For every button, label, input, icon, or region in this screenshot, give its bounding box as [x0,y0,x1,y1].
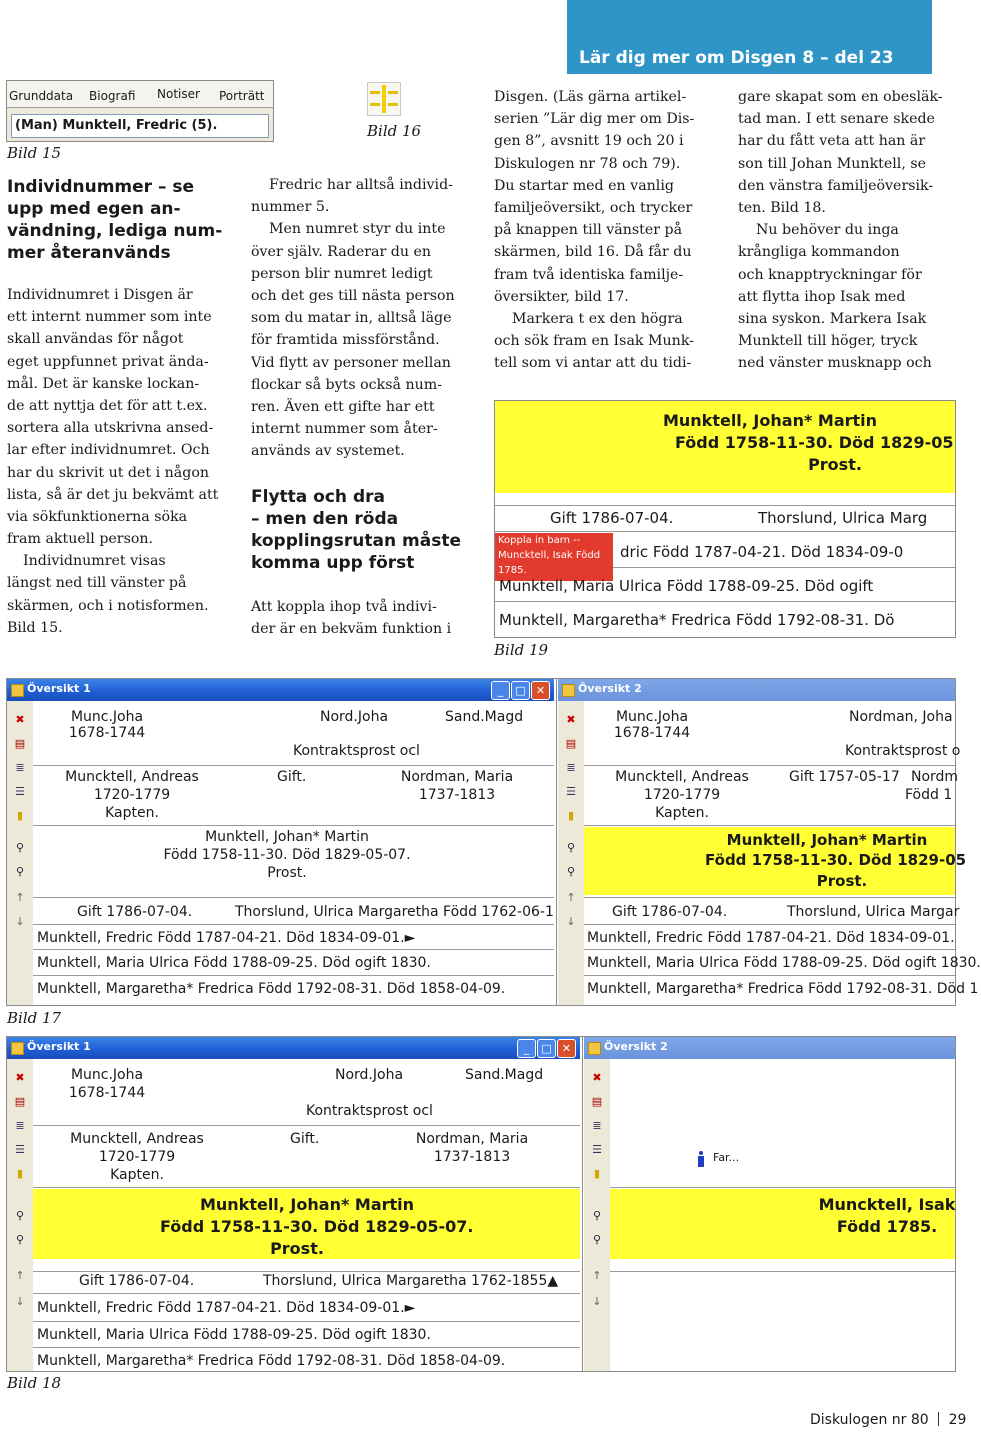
grandparent-role: Kontraktsprost ocl [293,743,420,759]
parent-dates: 1737-1813 [433,1149,511,1165]
up-arrow-icon[interactable]: ↑ [15,1269,25,1282]
head-name[interactable]: Munktell, Johan* Martin [662,411,878,430]
text-line: Individnumret visas [23,553,166,570]
down-arrow-icon[interactable]: ↓ [566,915,576,928]
text-line: Markera t ex den högra [512,310,683,327]
col4-body [738,86,955,374]
text-line: sina syskon. Markera Isak [738,310,927,327]
child-row[interactable]: Munktell, Margaretha* Fredrica Född 1792-08-31. Dö [499,611,895,629]
text-line: som du matar in, alltså läge [251,310,452,327]
parent-marriage[interactable]: Gift. [277,769,307,785]
heading-line: upp med egen an- [7,199,181,219]
text-line: der är en bekväm funktion i [251,621,452,638]
parent-dates: 1737-1813 [418,787,496,803]
child-row[interactable]: Munktell, Margaretha* Fredrica Född 1792-08-31. Död 1858-04-09. [37,981,506,997]
head-dates: Född 1758-11-30. Död 1829-05-07. [163,847,411,863]
text-line: skärmen, och i notisformen. [7,597,209,614]
marriage-date[interactable]: Gift 1786-07-04. [79,1273,195,1289]
text-line: Vid flytt av personer mellan [251,354,451,371]
grandparent-dates: 1678-1744 [68,1085,146,1101]
list-icon[interactable]: ☰ [15,785,25,798]
text-line: Men numret styr du inte [269,221,446,238]
window-titlebar[interactable] [7,1037,580,1059]
heading-line: vändning, lediga num- [7,221,223,241]
col1-heading [7,176,222,264]
grandparent-dates: 1678-1744 [68,725,146,741]
heading-line: Individnummer – se [7,177,195,197]
col1-body [7,284,224,639]
text-line: Fredric har alltså individ- [269,177,453,193]
caption-bild16: Bild 16 [367,122,422,140]
series-banner [567,0,932,74]
spouse-name[interactable]: Thorslund, Ulrica Margar [787,904,960,920]
minimize-icon[interactable]: _ [517,1039,536,1058]
grandparent-name[interactable]: Munc.Joha [615,709,689,725]
ancestors-icon[interactable]: ⚲ [15,1233,25,1246]
maximize-icon[interactable]: □ [537,1039,556,1058]
close-icon[interactable]: ✖ [15,713,25,726]
tab-notiser[interactable]: Notiser [157,87,200,101]
notes-icon[interactable]: ≣ [566,761,576,774]
tooltip-line: Muncktell, Isak Född [498,550,601,561]
parent-dates: Född 1 [905,787,953,803]
text-line: fram aktuell person. [7,531,154,548]
text-line: krångliga kommandon [738,244,900,261]
child-row[interactable]: Munktell, Maria Ulrica Född 1788-09-25. Död ogift 1830. [587,955,981,971]
heading-line: mer återanvänds [7,243,171,263]
child-row[interactable]: dric Född 1787-04-21. Död 1834-09-0 [620,543,904,561]
parent-name[interactable]: Nordman, Maria [415,1131,529,1147]
grandparent-name[interactable]: Munc.Joha [70,709,144,725]
text-line: internt nummer som åter- [251,421,438,438]
head-title: Prost. [267,865,307,881]
head-dates: Född 1758-11-30. Död 1829-05-07. [160,1217,474,1236]
grandparent-name[interactable]: Nordman, Joha [849,709,953,725]
parent-marriage[interactable]: Gift. [290,1131,320,1147]
tab-biografi[interactable]: Biografi [89,89,136,103]
text-line: på knappen till vänster på [494,222,683,239]
text-line: Individnumret i Disgen är [7,287,193,303]
text-line: längst ned till vänster på [7,575,187,592]
down-arrow-icon[interactable]: ↓ [15,915,25,928]
close-icon[interactable]: ✖ [592,1071,602,1084]
ancestors-icon[interactable]: ⚲ [15,865,25,878]
window-icon [562,684,575,697]
text-line: lista, så är det ju bekvämt att [7,486,219,503]
window-title: Översikt 2 [604,1040,668,1053]
notes-icon[interactable]: ≣ [15,761,25,774]
bild17-screenshot [6,678,981,1006]
far-button[interactable]: Far... [713,1151,740,1164]
bild15-screenshot [6,80,274,142]
text-line: och knapptryckningar för [738,266,922,283]
child-row[interactable]: Munktell, Maria Ulrica Född 1788-09-25. Död ogift 1830. [37,955,431,971]
up-arrow-icon[interactable]: ↑ [566,891,576,904]
text-line: ett internt nummer som inte [7,309,212,326]
heading-line: Flytta och dra [251,487,385,507]
tab-portratt[interactable]: Porträtt [219,89,265,103]
col2-body-b [251,596,468,640]
down-arrow-icon[interactable]: ↓ [592,1295,602,1308]
grandparent-name[interactable]: Nord.Joha [320,709,389,725]
text-line: person blir numret ledigt [251,265,433,282]
text-line: Bild 15. [7,619,63,636]
up-arrow-icon[interactable]: ↑ [15,891,25,904]
text-line: att flytta ihop Isak med [738,288,906,305]
page-number: 29 [948,1412,967,1428]
descendants-icon[interactable]: ⚲ [566,841,576,854]
document-icon[interactable]: ▤ [14,737,26,750]
head-name[interactable]: Munktell, Johan* Martin [205,829,369,845]
family-overview-icon[interactable]: ▮ [567,809,575,822]
family-overview-button-icon [367,82,401,116]
window-icon [11,1042,24,1055]
family-overview-icon[interactable]: ▮ [16,809,24,822]
text-line: familjeöversikt, och trycker [494,199,693,216]
minimize-icon[interactable]: _ [491,681,510,700]
text-line: över själv. Raderar du en [251,243,432,260]
text-line: serien ”Lär dig mer om Dis- [494,111,695,128]
text-line: och sök fram en Isak Munk- [494,333,694,350]
head-name[interactable]: Munktell, Johan* Martin [199,1195,415,1214]
text-line: son till Johan Munktell, se [738,155,927,172]
text-line: fram två identiska familje- [494,266,684,283]
parent-dates: 1720-1779 [643,787,721,803]
head-title: Prost. [816,872,868,890]
marriage-date[interactable]: Gift 1786-07-04. [77,904,193,920]
marriage-date[interactable]: Gift 1786-07-04. [550,509,674,527]
grandparent-name[interactable]: Nord.Joha [335,1067,404,1083]
parent-title: Kapten. [105,805,159,821]
family-overview-icon[interactable]: ▮ [593,1167,601,1180]
person-icon [697,1151,705,1167]
close-icon[interactable]: ✖ [566,713,576,726]
text-line: Att koppla ihop två indivi- [251,599,437,615]
text-line: mål. Det är kanske lockan- [7,375,200,392]
toolbar [558,701,584,1005]
text-line: tad man. I ett senare skede [738,111,935,128]
text-line: har du fått veta att han är [738,133,926,150]
text-line: och det ges till nästa person [251,287,455,304]
text-line: lar efter individnumret. Och [7,442,210,459]
ancestors-icon[interactable]: ⚲ [592,1233,602,1246]
text-line: Diskulogen nr 78 och 79). [494,155,681,172]
text-line: används av systemet. [251,443,405,460]
window-icon [588,1042,601,1055]
close-icon[interactable]: ✖ [15,1071,25,1084]
text-line: Du startar med en vanlig [494,177,674,194]
marriage-date[interactable]: Gift 1786-07-04. [612,904,728,920]
toolbar [7,1059,33,1371]
ancestors-icon[interactable]: ⚲ [566,865,576,878]
head-name[interactable]: Muncktell, Isak [818,1195,956,1214]
toolbar [584,1059,610,1371]
window-title: Översikt 1 [27,1040,91,1053]
window-titlebar[interactable] [584,1037,955,1059]
window-title: Översikt 1 [27,682,91,695]
link-child-tooltip [495,533,613,581]
caption-bild19: Bild 19 [494,641,549,659]
bild19-screenshot [494,400,956,638]
text-line: Munktell till höger, tryck [738,333,918,350]
child-row[interactable]: Munktell, Margaretha* Fredrica Född 1792-08-31. Död 1858-04-09. [37,1353,506,1369]
child-row[interactable]: Munktell, Fredric Född 1787-04-21. Död 1834-09-01.► [37,1300,416,1316]
col2-body-a [251,174,468,462]
document-icon[interactable]: ▤ [565,737,577,750]
tab-grunddata[interactable]: Grunddata [9,89,74,103]
text-line: ren. Även ett gifte har ett [251,398,435,415]
document-icon[interactable]: ▤ [14,1095,26,1108]
heading-line: kopplingsrutan måste [251,531,461,551]
text-line: eget uppfunnet privat ända- [7,353,209,370]
head-title: Prost. [270,1239,324,1258]
child-row[interactable]: Munktell, Fredric Född 1787-04-21. Död 1834-09-01. [587,930,955,946]
grandparent-dates: 1678-1744 [613,725,691,741]
family-overview-icon[interactable]: ▮ [16,1167,24,1180]
window-titlebar[interactable] [7,679,554,701]
head-dates: Född 1758-11-30. Död 1829-05 [675,433,954,452]
tooltip-line: 1785. [498,565,527,576]
window-titlebar[interactable] [558,679,955,701]
maximize-icon[interactable]: □ [511,681,530,700]
text-line: de att nyttja det för att t.ex. [7,397,208,414]
col2-heading [251,486,461,574]
grandparent-name[interactable]: Munc.Joha [70,1067,144,1083]
spouse-name[interactable]: Thorslund, Ulrica Margaretha 1762-1855▲ [263,1273,559,1289]
close-icon[interactable]: ✕ [557,1039,576,1058]
toolbar [7,701,33,1005]
parent-dates: 1720-1779 [93,787,171,803]
text-line: den vänstra familjeöversik- [738,177,934,194]
close-icon[interactable]: ✕ [531,681,550,700]
text-line: Nu behöver du inga [756,222,899,239]
text-line: Disgen. (Läs gärna artikel- [494,89,687,105]
descendants-icon[interactable]: ⚲ [15,1209,25,1222]
tooltip-line: Koppla in barn -- [498,535,581,546]
list-icon[interactable]: ☰ [566,785,576,798]
heading-line: – men den röda [251,509,399,529]
grandparent-name[interactable]: Sand.Magd [445,709,524,725]
text-line: nummer 5. [251,199,330,216]
window-icon [11,684,24,697]
window-title: Översikt 2 [578,682,642,695]
head-title: Prost. [808,455,862,474]
spouse-name[interactable]: Thorslund, Ulrica Margaretha Född 1762-06-1 [235,904,554,920]
down-arrow-icon[interactable]: ↓ [15,1295,25,1308]
bild18-screenshot [6,1036,956,1372]
parent-name[interactable]: Muncktell, Andreas [70,1131,204,1147]
spouse-name[interactable]: Thorslund, Ulrica Marg [758,509,928,527]
person-field[interactable]: (Man) Munktell, Fredric (5). [15,118,218,133]
grandparent-role: Kontraktsprost o [845,743,961,759]
page-footer [810,1412,966,1428]
text-line: ned vänster musknapp och [738,355,932,372]
child-row[interactable]: Munktell, Fredric Född 1787-04-21. Död 1834-09-01.► [37,930,416,946]
caption-bild17: Bild 17 [7,1009,62,1027]
descendants-icon[interactable]: ⚲ [15,841,25,854]
up-arrow-icon[interactable]: ↑ [592,1269,602,1282]
parent-name[interactable]: Nordman, Maria [400,769,514,785]
parent-title: Kapten. [110,1167,164,1183]
head-name[interactable]: Munktell, Johan* Martin [726,831,928,849]
notes-icon[interactable]: ≣ [15,1119,25,1132]
child-row[interactable]: Munktell, Maria Ulrica Född 1788-09-25. Död ogift 1830. [37,1327,431,1343]
caption-bild18: Bild 18 [7,1374,62,1392]
series-title: Lär dig mer om Disgen 8 – del 23 [579,48,894,68]
list-icon[interactable]: ☰ [15,1143,25,1156]
text-line: flockar så byts också num- [251,376,442,393]
text-line: sortera alla utskrivna ansed- [7,420,214,437]
text-line: översikter, bild 17. [494,288,629,305]
text-line: gen 8”, avsnitt 19 och 20 i [494,133,684,150]
heading-line: komma upp först [251,553,415,573]
text-line: skärmen, bild 16. Då får du [494,244,692,261]
text-line: skall användas för något [7,331,184,348]
parent-title: Kapten. [655,805,709,821]
grandparent-role: Kontraktsprost ocl [306,1103,433,1119]
text-line: gare skapat som en obesläk- [738,89,943,105]
descendants-icon[interactable]: ⚲ [592,1209,602,1222]
text-line: tell som vi antar att du tidi- [494,355,692,372]
parent-name[interactable]: Nordm [911,769,959,785]
text-line: ten. Bild 18. [738,199,826,216]
parent-name[interactable]: Muncktell, Andreas [65,769,199,785]
parent-name[interactable]: Muncktell, Andreas [615,769,749,785]
notes-icon[interactable]: ≣ [592,1119,602,1132]
col3-body [494,86,711,374]
caption-bild15: Bild 15 [7,144,62,162]
document-icon[interactable]: ▤ [591,1095,603,1108]
grandparent-name[interactable]: Sand.Magd [465,1067,544,1083]
child-row[interactable]: Munktell, Maria Ulrica Född 1788-09-25. Död ogift [499,577,874,595]
head-dates: Född 1758-11-30. Död 1829-05 [705,851,967,869]
text-line: har du skrivit ut det i någon [7,464,210,481]
head-dates: Född 1785. [836,1217,938,1236]
parent-dates: 1720-1779 [98,1149,176,1165]
parent-marriage[interactable]: Gift 1757-05-17 [789,769,900,785]
text-line: via sökfunktionerna söka [7,508,188,525]
magazine-name: Diskulogen nr 80 [810,1412,929,1428]
list-icon[interactable]: ☰ [592,1143,602,1156]
text-line: för framtida missförstånd. [251,332,440,349]
child-row[interactable]: Munktell, Margaretha* Fredrica Född 1792-08-31. Död 1 [587,981,979,997]
